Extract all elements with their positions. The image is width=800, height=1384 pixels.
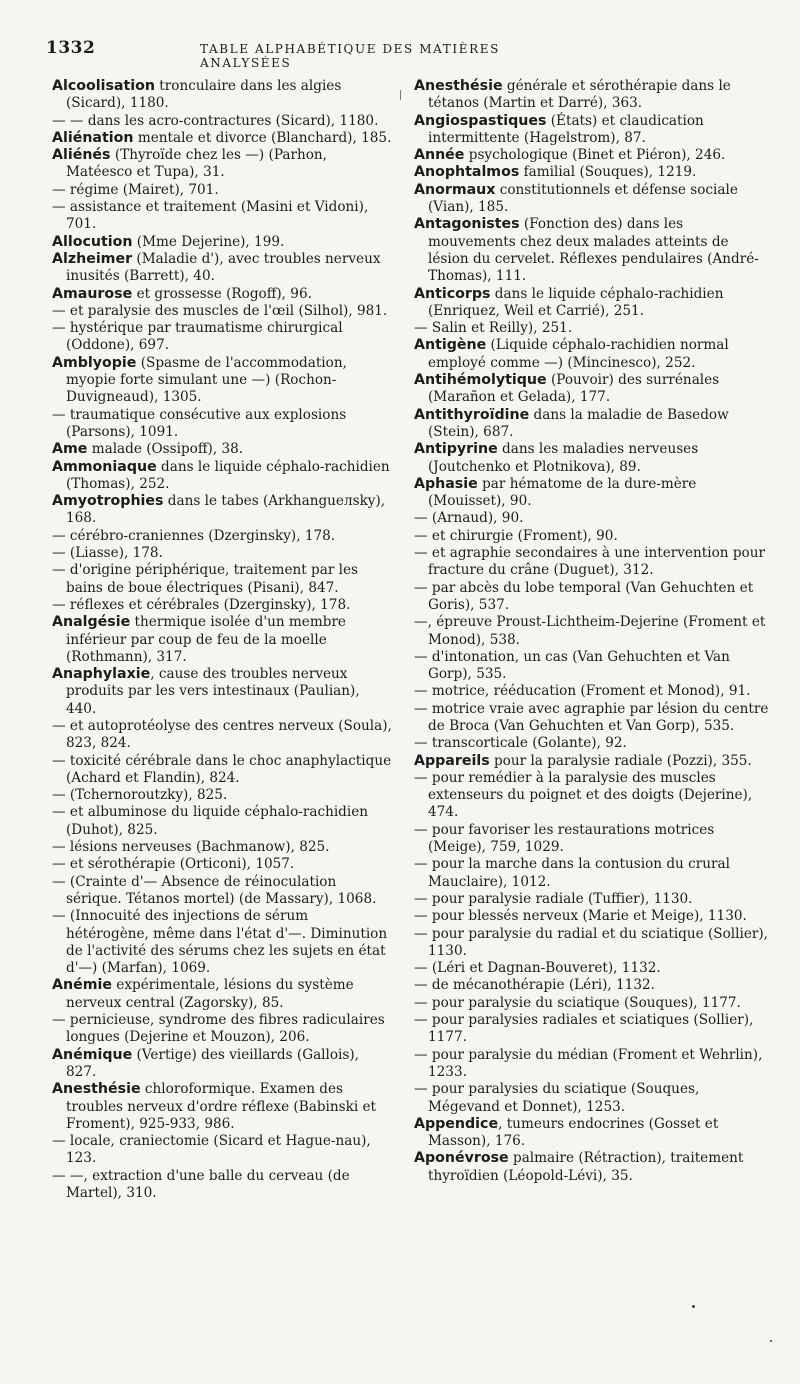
index-entry xyxy=(52,597,392,614)
entry-text: dans la maladie de Basedow (Stein), 687. xyxy=(428,406,729,440)
entry-text: psychologique (Binet et Piéron), 246. xyxy=(464,147,726,164)
entry-text: tronculaire dans les algies (Sicard), 1180. xyxy=(66,78,342,112)
entry-text: — par abcès du lobe temporal (Van Gehuchten et Goris), 537. xyxy=(414,579,754,613)
entry-headword: Aliénés xyxy=(52,147,111,164)
entry-text: — pour favoriser les restaurations motrices (Meige), 759, 1029. xyxy=(414,821,715,856)
entry-text: et grossesse (Rogoff), 96. xyxy=(132,285,312,302)
index-entry xyxy=(52,1012,392,1047)
entry-text: — (Innocuité des injections de sérum hétérogène, même dans l'état d'—. Diminution de l'activité des sérums chez les sujets en état d'—) (Marfan), 1069. xyxy=(52,908,388,977)
index-entry xyxy=(52,459,392,494)
entry-headword: Antigène xyxy=(414,337,487,354)
entry-text: dans le liquide céphalo-rachidien (Thomas), 252. xyxy=(66,458,390,492)
index-entry xyxy=(414,1081,770,1116)
index-entry xyxy=(414,580,770,615)
index-entry xyxy=(52,804,392,839)
index-entry xyxy=(414,441,770,476)
entry-text: — locale, craniectomie (Sicard et Hague-nau), 123. xyxy=(52,1133,371,1167)
entry-headword: Anesthésie xyxy=(52,1081,141,1098)
entry-headword: Amblyopie xyxy=(52,354,137,371)
index-entry xyxy=(414,649,770,684)
entry-text: — de mécanothérapie (Léri), 1132. xyxy=(414,977,655,994)
entry-headword: Ammoniaque xyxy=(52,458,157,475)
entry-text: — (Arnaud), 90. xyxy=(414,510,524,527)
entry-text: générale et sérothérapie dans le tétanos (Martin et Darré), 363. xyxy=(428,78,731,112)
index-entry xyxy=(52,908,392,977)
index-entry xyxy=(414,320,770,337)
index-entry xyxy=(52,787,392,804)
entry-text: par hématome de la dure-mère (Mouisset), 90. xyxy=(428,475,697,510)
index-entry xyxy=(414,476,770,511)
index-entry xyxy=(52,1047,392,1082)
index-entry xyxy=(52,1168,392,1203)
index-entry xyxy=(414,753,770,770)
index-entry xyxy=(52,130,392,147)
entry-text: — d'intonation, un cas (Van Gehuchten et Van Gorp), 535. xyxy=(414,648,730,683)
index-entry xyxy=(414,683,770,700)
index-entry xyxy=(414,960,770,977)
index-entry xyxy=(52,874,392,909)
entry-headword: Anormaux xyxy=(414,181,496,198)
index-entry xyxy=(414,113,770,148)
entry-text: (États) et claudication intermittente (Hagelstrom), 87. xyxy=(428,112,704,146)
column-divider xyxy=(400,90,401,100)
entry-text: — pour paralysie du radial et du sciatique (Sollier), 1130. xyxy=(414,925,768,959)
entry-text: — assistance et traitement (Masini et Vidoni), 701. xyxy=(52,199,369,233)
index-entry xyxy=(52,856,392,873)
entry-text: — toxicité cérébrale dans le choc anaphylactique (Achard et Flandin), 824. xyxy=(52,752,392,786)
entry-headword: Anémique xyxy=(52,1046,133,1063)
index-entry xyxy=(52,666,392,718)
entry-text: — traumatique consécutive aux explosions (Parsons), 1091. xyxy=(52,406,347,440)
entry-text: (Pouvoir) des surrénales (Marañon et Gelada), 177. xyxy=(428,372,720,406)
entry-headword: Allocution xyxy=(52,233,133,250)
entry-text: — pour paralysie du sciatique (Souques), 1177. xyxy=(414,994,741,1011)
entry-text: (Spasme de l'accommodation, myopie forte simulant une —) (Rochon-Duvigneaud), 1305. xyxy=(66,354,347,406)
entry-headword: Antagonistes xyxy=(414,216,520,233)
index-entry xyxy=(414,701,770,736)
entry-headword: Alcoolisation xyxy=(52,78,155,94)
index-entry xyxy=(414,1012,770,1047)
index-entry xyxy=(52,320,392,355)
entry-text: — (Tchernoroutzky), 825. xyxy=(52,787,228,804)
entry-text: — réflexes et cérébrales (Dzerginsky), 178. xyxy=(52,596,351,613)
index-entry xyxy=(414,1047,770,1082)
index-entry xyxy=(414,216,770,285)
entry-headword: Anophtalmos xyxy=(414,164,520,181)
entry-text: — —, extraction d'une balle du cerveau (de Martel), 310. xyxy=(52,1167,350,1201)
index-entry xyxy=(414,372,770,407)
index-entry xyxy=(52,441,392,458)
index-entry xyxy=(52,839,392,856)
entry-text: — lésions nerveuses (Bachmanow), 825. xyxy=(52,839,330,856)
index-entry xyxy=(414,164,770,181)
index-entry xyxy=(52,78,392,113)
entry-text: expérimentale, lésions du système nerveux central (Zagorsky), 85. xyxy=(66,977,354,1011)
entry-text: — et autoprotéolyse des centres nerveux (Soula), 823, 824. xyxy=(52,717,392,752)
entry-text: — hystérique par traumatisme chirurgical (Oddone), 697. xyxy=(52,320,343,354)
entry-headword: Appareils xyxy=(414,752,490,769)
page-number: 1332 xyxy=(46,38,96,58)
entry-headword: Analgésie xyxy=(52,614,131,631)
index-entry xyxy=(52,614,392,666)
entry-headword: Aphasie xyxy=(414,475,478,492)
entry-text: familial (Souques), 1219. xyxy=(519,164,697,181)
index-entry xyxy=(414,147,770,164)
index-entry xyxy=(52,493,392,528)
index-entry xyxy=(52,182,392,199)
entry-headword: Ame xyxy=(52,441,88,458)
entry-text: (Fonction des) dans les mouvements chez deux malades atteints de lésion du cervelet. Réflexes pendulaires (André-Thomas), 111. xyxy=(428,216,759,285)
entry-headword: Anesthésie xyxy=(414,78,503,94)
entry-text: constitutionnels et défense sociale (Vian), 185. xyxy=(428,181,738,216)
index-entry xyxy=(414,286,770,321)
index-entry xyxy=(414,908,770,925)
entry-headword: Amyotrophies xyxy=(52,493,164,510)
index-entry xyxy=(52,1133,392,1168)
entry-text: — motrice, rééducation (Froment et Monod), 91. xyxy=(414,683,751,700)
entry-text: — régime (Mairet), 701. xyxy=(52,181,219,198)
entry-text: — transcorticale (Golante), 92. xyxy=(414,735,627,752)
index-entry xyxy=(414,856,770,891)
entry-text: — pour blessés nerveux (Marie et Meige), 1130. xyxy=(414,908,747,925)
entry-text: malade (Ossipoff), 38. xyxy=(87,441,244,458)
index-entry xyxy=(52,147,392,182)
index-entry xyxy=(414,614,770,649)
index-entry xyxy=(52,234,392,251)
entry-text: — et sérothérapie (Orticoni), 1057. xyxy=(52,856,295,873)
index-entry xyxy=(52,286,392,303)
entry-headword: Antihémolytique xyxy=(414,372,547,389)
entry-text: pour la paralysie radiale (Pozzi), 355. xyxy=(489,752,752,769)
entry-text: — (Liasse), 178. xyxy=(52,545,163,562)
index-entry xyxy=(52,407,392,442)
entry-text: —, épreuve Proust-Lichtheim-Dejerine (Froment et Monod), 538. xyxy=(414,614,766,648)
index-entry xyxy=(52,528,392,545)
entry-headword: Année xyxy=(414,147,465,164)
entry-text: — (Crainte d'— Absence de réinoculation sérique. Tétanos mortel) (de Massary), 1068. xyxy=(52,873,377,907)
index-entry xyxy=(414,337,770,372)
entry-headword: Anémie xyxy=(52,977,112,994)
index-entry xyxy=(52,562,392,597)
entry-text: palmaire (Rétraction), traitement thyroïdien (Léopold-Lévi), 35. xyxy=(428,1150,744,1184)
index-entry xyxy=(52,753,392,788)
entry-text: — pour paralysies radiales et sciatiques (Sollier), 1177. xyxy=(414,1012,754,1046)
index-entry xyxy=(52,977,392,1012)
index-entry xyxy=(414,407,770,442)
entry-text: — (Léri et Dagnan-Bouveret), 1132. xyxy=(414,960,661,977)
index-entry xyxy=(414,1150,770,1185)
entry-text: — et albuminose du liquide céphalo-rachidien (Duhot), 825. xyxy=(52,804,369,838)
print-speck xyxy=(692,1305,695,1308)
entry-text: — et paralysie des muscles de l'œil (Silhol), 981. xyxy=(52,302,388,319)
right-column xyxy=(414,78,770,1185)
index-entry xyxy=(52,251,392,286)
print-speck xyxy=(770,1340,772,1342)
entry-text: (Liquide céphalo-rachidien normal employé comme —) (Mincinesco), 252. xyxy=(428,337,729,371)
entry-text: — — dans les acro-contractures (Sicard), 1180. xyxy=(52,112,379,129)
entry-text: — pour remédier à la paralysie des muscles extenseurs du poignet et des doigts (Dejerine), 474. xyxy=(414,769,753,821)
entry-headword: Amaurose xyxy=(52,285,133,302)
index-entry xyxy=(414,977,770,994)
entry-text: chloroformique. Examen des troubles nerveux d'ordre réflexe (Babinski et Froment), 925-933, 986. xyxy=(66,1081,377,1132)
entry-text: dans le liquide céphalo-rachidien (Enriquez, Weil et Carrié), 251. xyxy=(428,285,724,319)
index-entry xyxy=(52,303,392,320)
index-entry xyxy=(52,1081,392,1133)
entry-text: — Salin et Reilly), 251. xyxy=(414,320,573,337)
entry-text: dans le tabes (Arkhangueлsky), 168. xyxy=(66,493,386,527)
index-entry xyxy=(414,510,770,527)
entry-headword: Anaphylaxie xyxy=(52,666,151,683)
entry-text: — pernicieuse, syndrome des fibres radiculaires longues (Dejerine et Mouzon), 206. xyxy=(52,1012,385,1046)
entry-text: — pour la marche dans la contusion du crural Mauclaire), 1012. xyxy=(414,856,730,890)
entry-text: — et chirurgie (Froment), 90. xyxy=(414,527,618,544)
entry-text: , cause des troubles nerveux produits par les vers intestinaux (Paulian), 440. xyxy=(66,666,360,717)
entry-text: — d'origine périphérique, traitement par les bains de boue électriques (Pisani), 847. xyxy=(52,562,359,596)
left-column xyxy=(52,78,392,1202)
index-entry xyxy=(414,1116,770,1151)
entry-text: thermique isolée d'un membre inférieur par coup de feu de la moelle (Rothmann), 317. xyxy=(66,614,346,665)
index-entry xyxy=(414,545,770,580)
entry-headword: Appendice xyxy=(414,1115,499,1132)
entry-text: — pour paralysie radiale (Tuffier), 1130. xyxy=(414,890,693,907)
entry-text: — pour paralysies du sciatique (Souques, Mégevand et Donnet), 1253. xyxy=(414,1081,700,1115)
index-entry xyxy=(414,182,770,217)
entry-headword: Anticorps xyxy=(414,285,491,302)
entry-headword: Aponévrose xyxy=(414,1150,509,1167)
index-entry xyxy=(414,891,770,908)
index-entry xyxy=(52,199,392,234)
entry-text: — et agraphie secondaires à une intervention pour fracture du crâne (Duguet), 312. xyxy=(414,545,765,579)
index-entry xyxy=(52,545,392,562)
index-entry xyxy=(52,355,392,407)
index-entry xyxy=(414,770,770,822)
index-entry xyxy=(414,822,770,857)
entry-text: dans les maladies nerveuses (Joutchenko et Plotnikova), 89. xyxy=(428,441,699,475)
running-title: TABLE ALPHABÉTIQUE DES MATIÈRES ANALYSÉES xyxy=(200,42,500,70)
entry-text: — motrice vraie avec agraphie par lésion du centre de Broca (Van Gehuchten et Van Gorp), 535. xyxy=(414,700,769,734)
index-entry xyxy=(414,926,770,961)
index-entry xyxy=(414,995,770,1012)
entry-headword: Aliénation xyxy=(52,129,134,146)
entry-headword: Alzheimer xyxy=(52,250,133,267)
index-entry xyxy=(414,735,770,752)
entry-text: (Vertige) des vieillards (Gallois), 827. xyxy=(66,1046,360,1080)
entry-headword: Angiospastiques xyxy=(414,112,547,129)
entry-text: , tumeurs endocrines (Gosset et Masson), 176. xyxy=(428,1115,719,1150)
index-entry xyxy=(52,718,392,753)
index-entry xyxy=(414,78,770,113)
entry-text: (Thyroïde chez les —) (Parhon, Matéesco et Tupa), 31. xyxy=(66,147,327,181)
entry-text: (Maladie d'), avec troubles nerveux inusités (Barrett), 40. xyxy=(66,250,381,285)
index-entry xyxy=(414,528,770,545)
entry-text: (Mme Dejerine), 199. xyxy=(132,233,285,250)
entry-text: — cérébro-craniennes (Dzerginsky), 178. xyxy=(52,527,336,544)
entry-headword: Antithyroïdine xyxy=(414,406,530,423)
index-entry xyxy=(52,113,392,130)
entry-headword: Antipyrine xyxy=(414,441,498,458)
entry-text: — pour paralysie du médian (Froment et Wehrlin), 1233. xyxy=(414,1046,763,1080)
entry-text: mentale et divorce (Blanchard), 185. xyxy=(133,129,392,146)
